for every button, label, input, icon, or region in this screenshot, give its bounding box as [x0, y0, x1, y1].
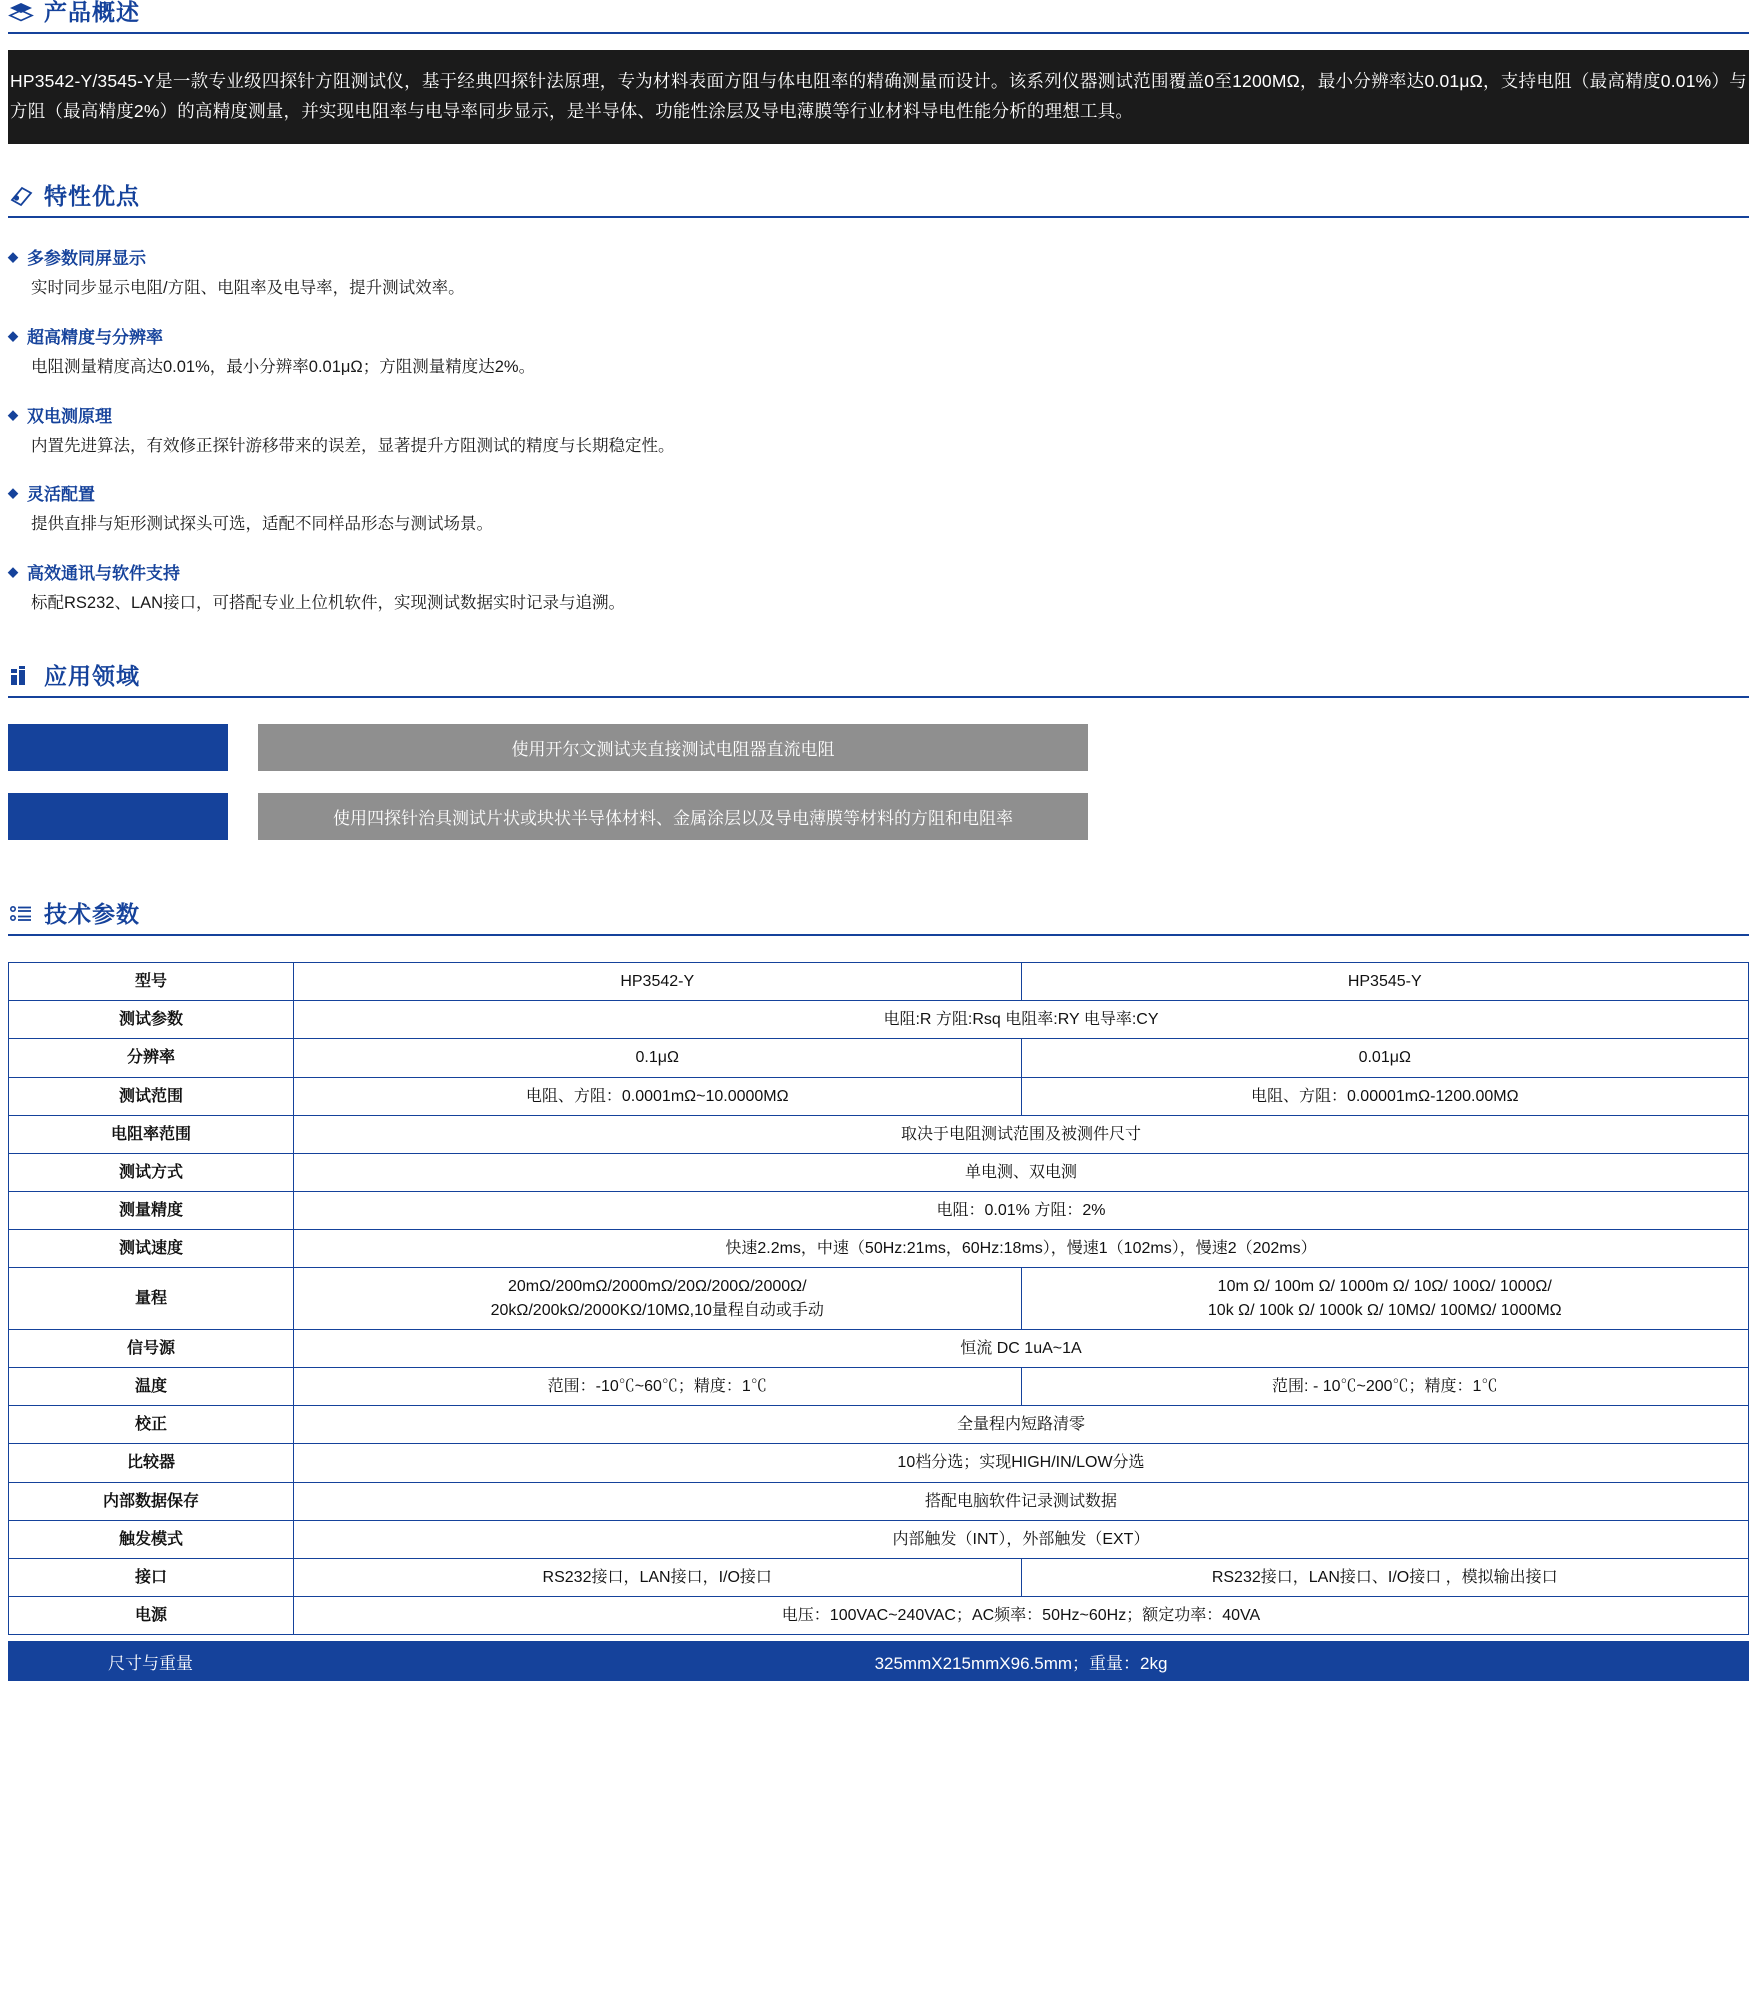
- table-row: [9, 1001, 1749, 1039]
- applications-title: 应用领域: [44, 662, 140, 689]
- apps-grid-icon: [8, 664, 34, 690]
- spec-label: 测试方式: [9, 1153, 294, 1191]
- specs-heading: [8, 902, 1749, 932]
- feature-desc: 实时同步显示电阻/方阻、电阻率及电导率，提升测试效率。: [31, 279, 465, 298]
- application-row: [8, 724, 1749, 771]
- table-row: [9, 1558, 1749, 1596]
- section-features: [8, 184, 1749, 616]
- feature-desc: 电阻测量精度高达0.01%，最小分辨率0.01μΩ；方阻测量精度达2%。: [31, 357, 536, 376]
- range-line: 20mΩ/200mΩ/2000mΩ/20Ω/200Ω/2000Ω/: [507, 1278, 807, 1296]
- spec-label: 电阻率范围: [9, 1115, 294, 1153]
- application-thumb: [8, 724, 228, 771]
- spec-value: 恒流 DC 1uA~1A: [294, 1329, 1749, 1367]
- table-row: [9, 1268, 1749, 1329]
- spec-label: 测量精度: [9, 1192, 294, 1230]
- specs-title: 技术参数: [44, 900, 140, 927]
- spec-label: 测试参数: [9, 1001, 294, 1039]
- spec-label: 校正: [9, 1406, 294, 1444]
- feature-name: 多参数同屏显示: [27, 249, 146, 269]
- spec-value-left: [294, 1268, 1022, 1329]
- diamond-bullet-icon: ◆: [8, 327, 18, 343]
- feature-title: [8, 244, 1749, 269]
- table-row: [9, 1482, 1749, 1520]
- overview-heading: [8, 0, 1749, 30]
- features-heading: [8, 184, 1749, 214]
- ribbon-icon: [8, 184, 34, 210]
- layers-icon: [8, 0, 34, 26]
- diamond-bullet-icon: ◆: [8, 249, 18, 265]
- application-row: [8, 793, 1749, 840]
- feature-item: [8, 323, 1749, 380]
- table-row: [9, 1115, 1749, 1153]
- spec-label: 内部数据保存: [9, 1482, 294, 1520]
- application-thumb: [8, 793, 228, 840]
- table-row: [9, 1077, 1749, 1115]
- spec-value-right: RS232接口，LAN接口、I/O接口 ，模拟输出接口: [1021, 1558, 1749, 1596]
- table-row: [9, 1153, 1749, 1191]
- table-row: [9, 1444, 1749, 1482]
- table-row: [9, 1230, 1749, 1268]
- footer-value: 325mmX215mmX96.5mm；重量：2kg: [874, 1653, 1168, 1673]
- spec-value-right: [1021, 1268, 1749, 1329]
- feature-title: [8, 480, 1749, 505]
- section-applications: [8, 664, 1749, 840]
- spec-label: 触发模式: [9, 1520, 294, 1558]
- section-overview: [8, 0, 1749, 144]
- spec-value: 电阻:R 方阻:Rsq 电阻率:RY 电导率:CY: [294, 1001, 1749, 1039]
- spec-label: 比较器: [9, 1444, 294, 1482]
- table-row: [9, 1192, 1749, 1230]
- specs-footer-bar: [8, 1641, 1749, 1681]
- spec-value-right: 电阻、方阻：0.00001mΩ-1200.00MΩ: [1021, 1077, 1749, 1115]
- diamond-bullet-icon: ◆: [8, 564, 18, 580]
- spec-value-left: RS232接口，LAN接口，I/O接口: [294, 1558, 1022, 1596]
- feature-desc: 内置先进算法，有效修正探针游移带来的误差，显著提升方阻测试的精度与长期稳定性。: [31, 436, 675, 455]
- spec-value: 内部触发（INT），外部触发（EXT）: [294, 1520, 1749, 1558]
- feature-name: 超高精度与分辨率: [27, 327, 163, 347]
- spec-value-right: 0.01μΩ: [1021, 1039, 1749, 1077]
- overview-body: HP3542-Y/3545-Y是一款专业级四探针方阻测试仪，基于经典四探针法原理，专为材料表面方阻与体电阻率的精确测量而设计。该系列仪器测试范围覆盖0至1200MΩ，最小分辨率达0.01μΩ，支持电阻（最高精度0.01%）与方阻（最高精度2%）的高精度测量，并实现电阻率与电导率同步显示，是半导体、功能性涂层及导电薄膜等行业材料导电性能分析的理想工具。: [8, 50, 1749, 144]
- diamond-bullet-icon: ◆: [8, 485, 18, 501]
- overview-title: 产品概述: [44, 0, 140, 25]
- spec-value: 快速2.2ms，中速（50Hz:21ms，60Hz:18ms），慢速1（102ms），慢速2（202ms）: [294, 1230, 1749, 1268]
- footer-label: 尺寸与重量: [108, 1653, 193, 1673]
- spec-label: 电源: [9, 1597, 294, 1635]
- table-row: [9, 1520, 1749, 1558]
- feature-item: [8, 559, 1749, 616]
- spec-value-right: 范围: - 10℃~200℃；精度：1℃: [1021, 1368, 1749, 1406]
- feature-item: [8, 402, 1749, 459]
- features-title: 特性优点: [44, 183, 140, 210]
- spec-label: 测试范围: [9, 1077, 294, 1115]
- feature-desc: 提供直排与矩形测试探头可选，适配不同样品形态与测试场景。: [31, 515, 493, 534]
- spec-value: 电阻：0.01% 方阻：2%: [294, 1192, 1749, 1230]
- feature-item: [8, 244, 1749, 301]
- spec-label: 测试速度: [9, 1230, 294, 1268]
- table-row: [9, 1368, 1749, 1406]
- spec-value: 全量程内短路清零: [294, 1406, 1749, 1444]
- feature-desc: 标配RS232、LAN接口，可搭配专业上位机软件，实现测试数据实时记录与追溯。: [31, 594, 626, 613]
- table-row: [9, 1406, 1749, 1444]
- feature-name: 高效通讯与软件支持: [27, 564, 180, 584]
- spec-value: 10档分选；实现HIGH/IN/LOW分选: [294, 1444, 1749, 1482]
- spec-value-left: HP3542-Y: [294, 962, 1022, 1000]
- table-row: [9, 1597, 1749, 1635]
- specs-table: [8, 962, 1749, 1635]
- feature-name: 双电测原理: [27, 406, 112, 426]
- table-row: [9, 1329, 1749, 1367]
- spec-label: 温度: [9, 1368, 294, 1406]
- spec-value: 电压：100VAC~240VAC；AC频率：50Hz~60Hz；额定功率：40VA: [294, 1597, 1749, 1635]
- spec-value: 取决于电阻测试范围及被测件尺寸: [294, 1115, 1749, 1153]
- spec-label: 接口: [9, 1558, 294, 1596]
- table-row: [9, 962, 1749, 1000]
- feature-item: [8, 480, 1749, 537]
- range-line: 10k Ω/ 100k Ω/ 1000k Ω/ 10MΩ/ 100MΩ/ 1000MΩ: [1207, 1301, 1562, 1319]
- spec-value: 单电测、双电测: [294, 1153, 1749, 1191]
- diamond-bullet-icon: ◆: [8, 406, 18, 422]
- spec-label: 量程: [9, 1268, 294, 1329]
- spec-label: 型号: [9, 962, 294, 1000]
- spec-value-left: 0.1μΩ: [294, 1039, 1022, 1077]
- spec-value-right: HP3545-Y: [1021, 962, 1749, 1000]
- feature-name: 灵活配置: [27, 485, 95, 505]
- spec-value-left: 范围：-10℃~60℃；精度：1℃: [294, 1368, 1022, 1406]
- applications-heading: [8, 664, 1749, 694]
- spec-value-left: 电阻、方阻：0.0001mΩ~10.0000MΩ: [294, 1077, 1022, 1115]
- application-caption: 使用四探针治具测试片状或块状半导体材料、金属涂层以及导电薄膜等材料的方阻和电阻率: [258, 793, 1088, 840]
- range-line: 10m Ω/ 100m Ω/ 1000m Ω/ 10Ω/ 100Ω/ 1000Ω/: [1217, 1278, 1552, 1296]
- spec-value: 搭配电脑软件记录测试数据: [294, 1482, 1749, 1520]
- spec-label: 分辨率: [9, 1039, 294, 1077]
- application-caption: 使用开尔文测试夹直接测试电阻器直流电阻: [258, 724, 1088, 771]
- table-row: [9, 1039, 1749, 1077]
- feature-title: [8, 559, 1749, 584]
- feature-title: [8, 402, 1749, 427]
- section-specs: [8, 902, 1749, 1681]
- list-settings-icon: [8, 902, 34, 928]
- feature-title: [8, 323, 1749, 348]
- range-line: 20kΩ/200kΩ/2000KΩ/10MΩ,10量程自动或手动: [490, 1301, 824, 1319]
- spec-label: 信号源: [9, 1329, 294, 1367]
